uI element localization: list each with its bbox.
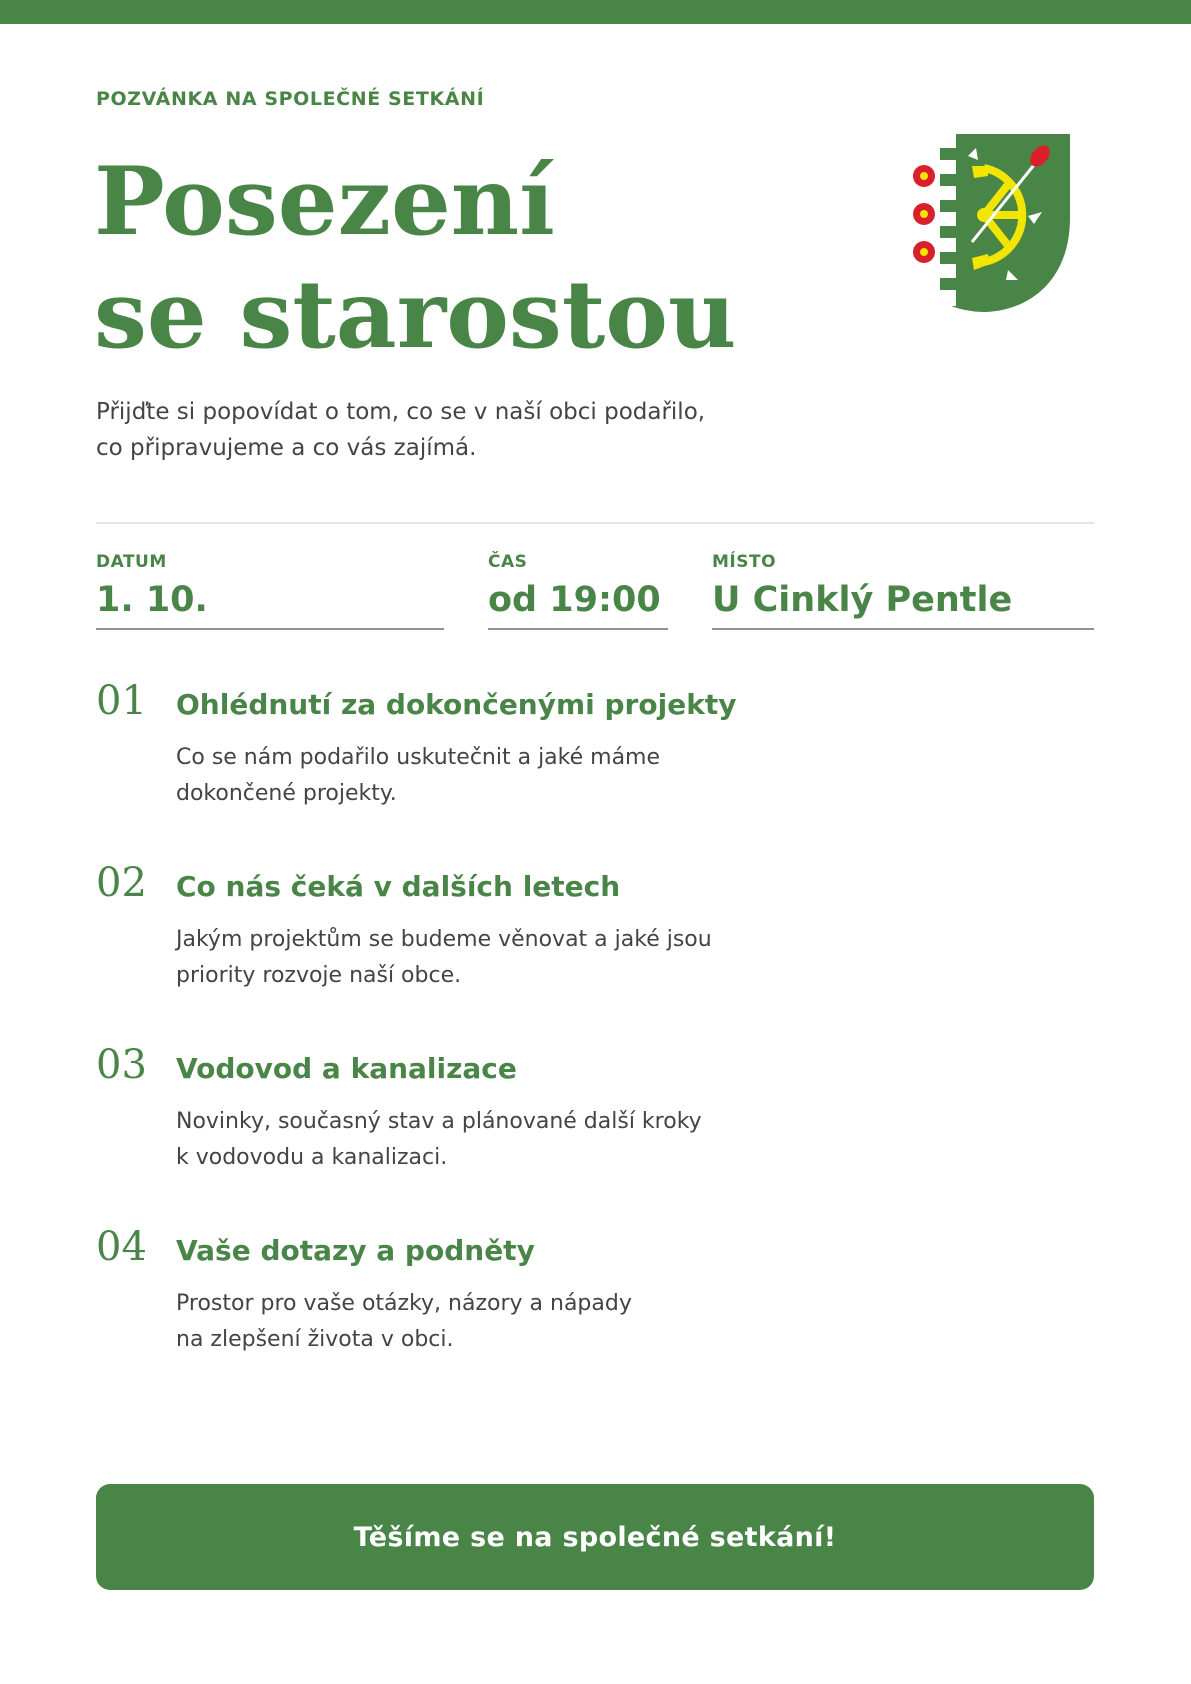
agenda-item-description-line: priority rozvoje naší obce. bbox=[176, 963, 462, 988]
agenda-item-number: 04 bbox=[96, 1224, 147, 1270]
agenda-item-description-line: Prostor pro vaše otázky, názory a nápady bbox=[176, 1291, 632, 1316]
agenda-item-title: Ohlédnutí za dokončenými projekty bbox=[176, 688, 737, 721]
agenda-item-description-line: Novinky, současný stav a plánované další kroky bbox=[176, 1109, 702, 1134]
agenda-item-title: Vodovod a kanalizace bbox=[176, 1052, 517, 1085]
intro-text bbox=[96, 394, 705, 466]
agenda-item bbox=[96, 1044, 1096, 1194]
info-date-value: 1. 10. bbox=[96, 580, 208, 620]
agenda-item-description-line: dokončené projekty. bbox=[176, 781, 397, 806]
agenda-item-title: Vaše dotazy a podněty bbox=[176, 1234, 535, 1267]
info-date-label: DATUM bbox=[96, 552, 167, 572]
agenda-item-title: Co nás čeká v dalších letech bbox=[176, 870, 621, 903]
agenda-item-description bbox=[176, 1286, 632, 1358]
cta-banner-button[interactable] bbox=[96, 1484, 1094, 1590]
intro-line-2: co připravujeme a co vás zajímá. bbox=[96, 435, 477, 461]
agenda-item-number: 01 bbox=[96, 678, 147, 724]
agenda-item-description bbox=[176, 1104, 702, 1176]
agenda-item bbox=[96, 1226, 1096, 1376]
info-time-label: ČAS bbox=[488, 552, 528, 572]
page-title bbox=[94, 146, 736, 372]
info-place bbox=[712, 550, 1094, 630]
municipal-coat-of-arms-icon bbox=[888, 130, 1074, 316]
divider bbox=[96, 522, 1094, 524]
agenda-item bbox=[96, 680, 1096, 830]
intro-line-1: Přijďte si popovídat o tom, co se v naší obci podařilo, bbox=[96, 399, 706, 425]
top-accent-bar bbox=[0, 0, 1191, 24]
invitation-eyebrow: POZVÁNKA NA SPOLEČNÉ SETKÁNÍ bbox=[96, 88, 485, 110]
info-time-value: od 19:00 bbox=[488, 580, 661, 620]
agenda-item-description-line: Jakým projektům se budeme věnovat a jaké jsou bbox=[176, 927, 712, 952]
info-place-label: MÍSTO bbox=[712, 552, 777, 572]
agenda-item-description bbox=[176, 740, 660, 812]
cta-banner-label: Těšíme se na společné setkání! bbox=[353, 1521, 837, 1553]
agenda-item-description-line: na zlepšení života v obci. bbox=[176, 1327, 454, 1352]
title-line-1: Posezení bbox=[94, 147, 555, 257]
agenda-item-description-line: Co se nám podařilo uskutečnit a jaké máme bbox=[176, 745, 661, 770]
agenda-item-description-line: k vodovodu a kanalizaci. bbox=[176, 1145, 448, 1170]
info-time bbox=[488, 550, 668, 630]
info-place-value: U Cinklý Pentle bbox=[712, 580, 1013, 620]
agenda-item bbox=[96, 862, 1096, 1012]
info-date bbox=[96, 550, 444, 630]
agenda-item-number: 02 bbox=[96, 860, 147, 906]
agenda-item-description bbox=[176, 922, 712, 994]
agenda-item-number: 03 bbox=[96, 1042, 147, 1088]
title-line-2: se starostou bbox=[94, 260, 737, 370]
